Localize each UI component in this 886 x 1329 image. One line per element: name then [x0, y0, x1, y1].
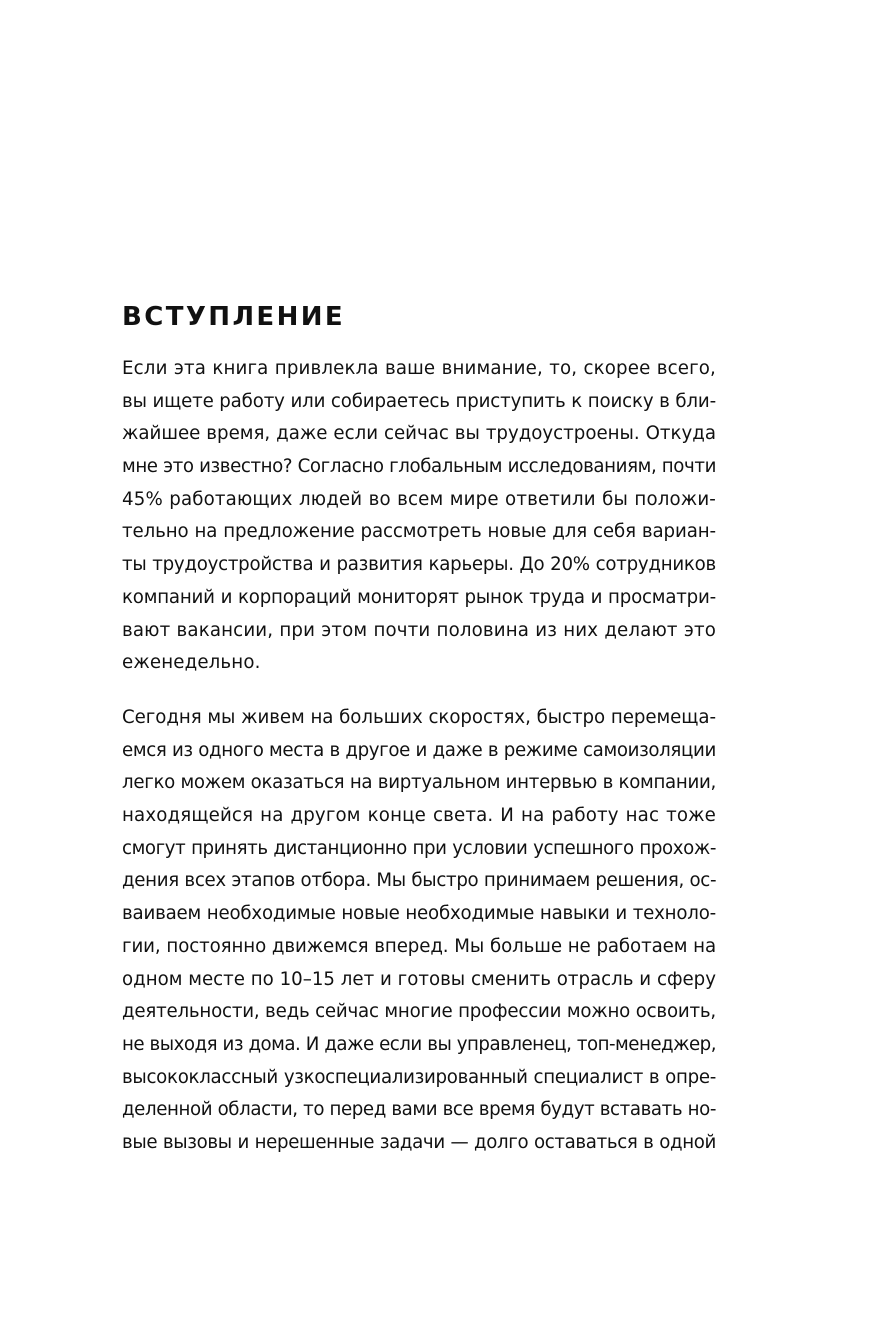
text-line: не выходя из дома. И даже если вы управленец, топ-менеджер,	[122, 1033, 716, 1055]
text-line: деятельности, ведь сейчас многие профессии можно освоить,	[122, 1001, 716, 1023]
text-line: вы ищете работу или собираетесь приступить к поиску в бли-	[122, 390, 716, 412]
text-line: емся из одного места в другое и даже в режиме самоизоляции	[122, 739, 716, 761]
paragraph-modern-life	[122, 702, 716, 1160]
text-line: Сегодня мы живем на больших скоростях, быстро перемеща-	[122, 707, 716, 728]
text-line: ты трудоустройства и развития карьеры. До 20% сотрудников	[122, 554, 716, 576]
text-line: мне это известно? Согласно глобальным исследованиям, почти	[122, 456, 716, 478]
text-line: Если эта книга привлекла ваше внимание, то, скорее всего,	[122, 358, 716, 379]
text-line: высококлассный узкоспециализированный специалист в опре-	[122, 1066, 716, 1088]
text-line: тельно на предложение рассмотреть новые для себя вариан-	[122, 521, 716, 543]
text-line: еженедельно.	[122, 652, 261, 674]
text-line: компаний и корпораций мониторят рынок труда и просматри-	[122, 586, 716, 608]
text-line: жайшее время, даже если сейчас вы трудоустроены. Откуда	[122, 423, 716, 445]
text-line: вают вакансии, при этом почти половина из них делают это	[122, 619, 716, 641]
text-line: ваиваем необходимые новые необходимые навыки и техноло-	[122, 903, 716, 925]
text-line: легко можем оказаться на виртуальном интервью в компании,	[122, 772, 716, 794]
chapter-title: ВСТУПЛЕНИЕ	[122, 302, 346, 332]
text-line: вые вызовы и нерешенные задачи — долго оставаться в одной	[122, 1131, 716, 1153]
text-line: смогут принять дистанционно при условии успешного прохож-	[122, 837, 716, 859]
text-line: гии, постоянно движемся вперед. Мы больше не работаем на	[122, 935, 716, 957]
text-line: деленной области, то перед вами все время будут вставать но-	[122, 1099, 716, 1121]
text-line: одном месте по 10–15 лет и готовы сменить отрасль и сферу	[122, 968, 716, 990]
paragraph-intro	[122, 353, 716, 680]
text-line: находящейся на другом конце света. И на работу нас тоже	[122, 805, 716, 827]
text-line: 45% работающих людей во всем мире ответили бы положи-	[122, 488, 716, 510]
text-line: дения всех этапов отбора. Мы быстро принимаем решения, ос-	[122, 870, 717, 892]
